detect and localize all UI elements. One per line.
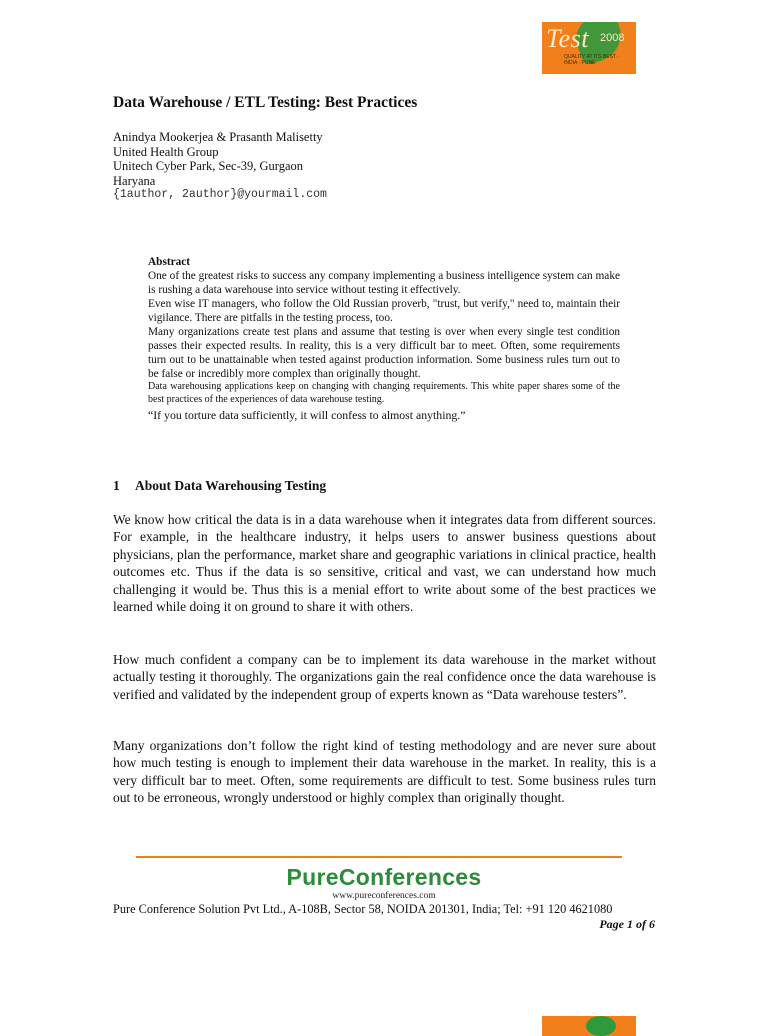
author-email: {1author, 2author}@yourmail.com [113, 188, 327, 202]
logo-word: Test [546, 24, 589, 53]
author-names: Anindya Mookerjea & Prasanth Malisetty [113, 130, 323, 144]
footer-url: www.pureconferences.com [332, 891, 436, 901]
body-paragraph-2 [113, 651, 656, 703]
footer-brand-logo: PureConferences [286, 864, 482, 890]
logo-tagline: QUALITY AT ITS BEST · INDIA · PUNE [564, 54, 619, 66]
logo-year: 2008 [600, 32, 625, 44]
footer-divider [136, 856, 622, 858]
author-address-line1: Unitech Cyber Park, Sec-39, Gurgaon [113, 159, 304, 174]
test-2008-logo [542, 22, 636, 74]
section-number: 1 [113, 478, 120, 493]
abstract-paragraph-3: Many organizations create test plans and assume that testing is over when every single test condition passes their expected results. In reality, this is a very difficult bar to meet. Often, some requirements turn out to be unattainable when tested against production information. Some business rules turn out to be false or incredibly more complex than originally thought. [148, 326, 620, 380]
body-paragraph-1 [113, 511, 656, 615]
footer-address: Pure Conference Solution Pvt Ltd., A-108B, Sector 58, NOIDA 201301, India; Tel: +91 120 4621080 [113, 902, 613, 916]
body-text: How much confident a company can be to implement its data warehouse in the market without actually testing it thoroughly. The organizations gain the real confidence once the data warehouse is verified and validated by the independent group of experts known as “Data warehouse testers”. [113, 652, 656, 702]
abstract-heading: Abstract [148, 256, 191, 268]
author-address-line2: Haryana [113, 173, 156, 188]
body-text: We know how critical the data is in a data warehouse when it integrates data from different sources. For example, in the healthcare industry, it helps users to answer business questions about physicians, plan the performance, market share and geographic variations in clinical practice, health outcomes etc. Thus if the data is so sensitive, critical and vast, we can understand how much challenging it would be. Thus this is a menial effort to write about some of the best practices we learned while doing it on ground to share it with others. [113, 512, 656, 615]
abstract-paragraph-4: Data warehousing applications keep on changing with changing requirements. This white paper shares some of the best practices of the experiences of data warehouse testing. [148, 381, 620, 405]
author-block [113, 130, 327, 203]
abstract-paragraph-2: Even wise IT managers, who follow the Old Russian proverb, "trust, but verify," need to, maintain their vigilance. There are pitfalls in the testing process, too. [148, 298, 620, 324]
body-paragraph-3 [113, 737, 656, 807]
section-title: About Data Warehousing Testing [135, 478, 327, 493]
section-heading [113, 478, 326, 494]
logo-swoosh [586, 1016, 616, 1036]
author-affiliation: United Health Group [113, 144, 219, 159]
paper-title: Data Warehouse / ETL Testing: Best Practices [113, 94, 418, 111]
body-text: Many organizations don’t follow the right kind of testing methodology and are never sure about how much testing is enough to implement their data warehouse in the market. In reality, this is a very difficult bar to meet. Often, some requirements are difficult to test. Some business rules turn out to be erroneous, wrongly understood or highly complex than originally thought. [113, 738, 656, 806]
page-number: Page 1 of 6 [599, 917, 655, 931]
abstract [148, 255, 620, 422]
abstract-paragraph-1: One of the greatest risks to success any company implementing a business intelligence system can make is rushing a data warehouse into service without testing it effectively. [148, 270, 620, 296]
abstract-quote: “If you torture data sufficiently, it will confess to almost anything.” [148, 408, 466, 423]
next-page-logo-fragment [542, 1016, 636, 1036]
